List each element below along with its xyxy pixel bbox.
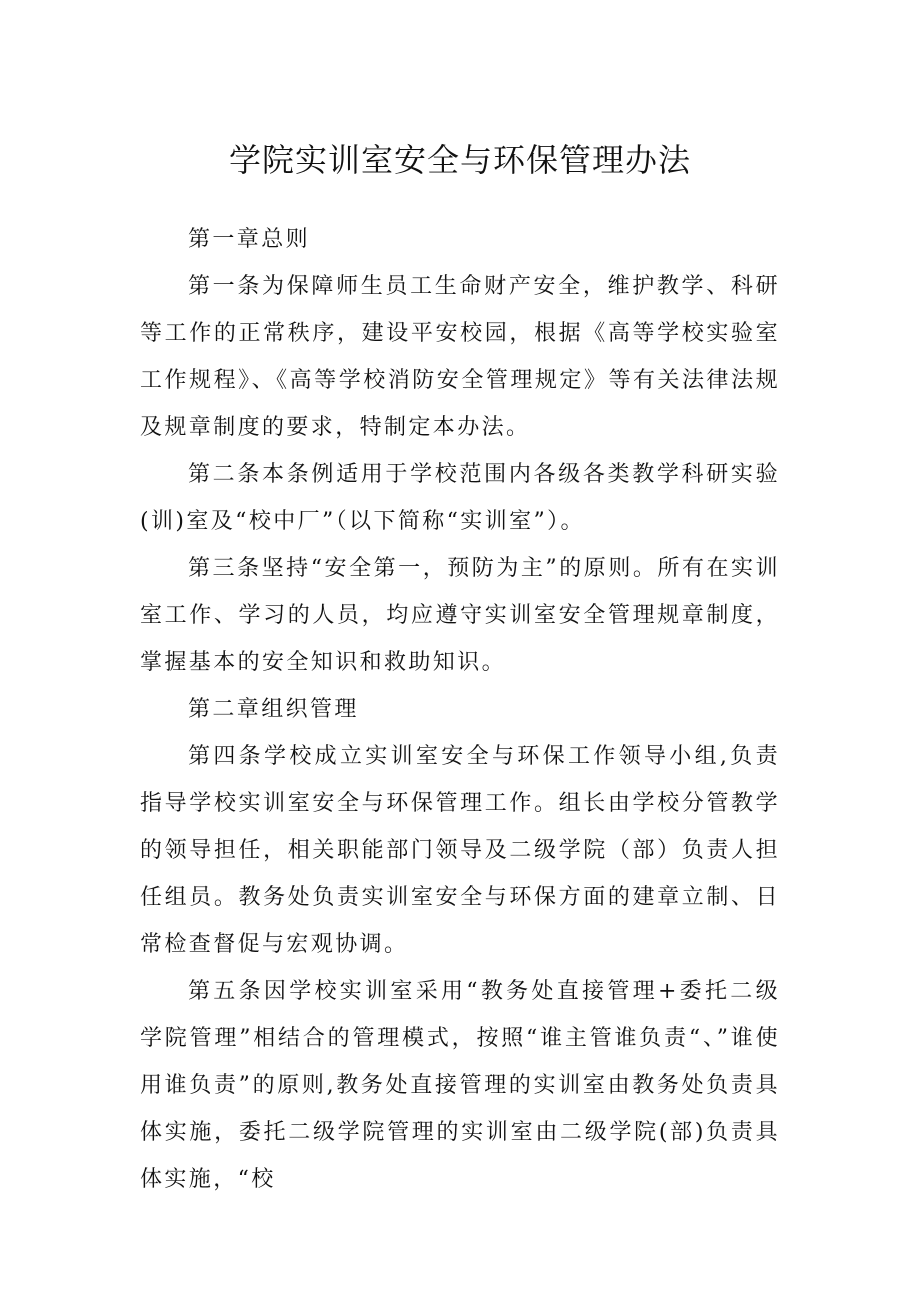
article-5-paragraph: 第五条因学校实训室采用“教务处直接管理+委托二级学院管理”相结合的管理模式，按照“谁主管谁负责“、”谁使用谁负责”的原则,教务处直接管理的实训室由教务处负责具体实施，委托二级学院管理的实训室由二级学院(部)负责具体实施，“校 (140, 979, 780, 1192)
chapter-1-heading: 第一章总则 (188, 227, 311, 252)
document-body (140, 216, 780, 1203)
chapter-2-heading: 第二章组织管理 (188, 697, 359, 722)
article-3-paragraph: 第三条坚持“安全第一，预防为主”的原则。所有在实训室工作、学习的人员，均应遵守实训室安全管理规章制度，掌握基本的安全知识和救助知识。 (140, 556, 780, 675)
article-4-paragraph: 第四条学校成立实训室安全与环保工作领导小组,负责指导学校实训室安全与环保管理工作。组长由学校分管教学的领导担任，相关职能部门领导及二级学院（部）负责人担任组员。教务处负责实训室安全与环保方面的建章立制、日常检查督促与宏观协调。 (140, 744, 780, 957)
article-2-paragraph: 第二条本条例适用于学校范围内各级各类教学科研实验(训)室及“校中厂”（以下简称“实训室”）。 (140, 462, 780, 534)
article-1-paragraph: 第一条为保障师生员工生命财产安全，维护教学、科研等工作的正常秩序，建设平安校园，根据《高等学校实验室工作规程》、《高等学校消防安全管理规定》等有关法律法规及规章制度的要求，特制定本办法。 (140, 274, 780, 440)
document-title: 学院实训室安全与环保管理办法 (228, 141, 691, 179)
